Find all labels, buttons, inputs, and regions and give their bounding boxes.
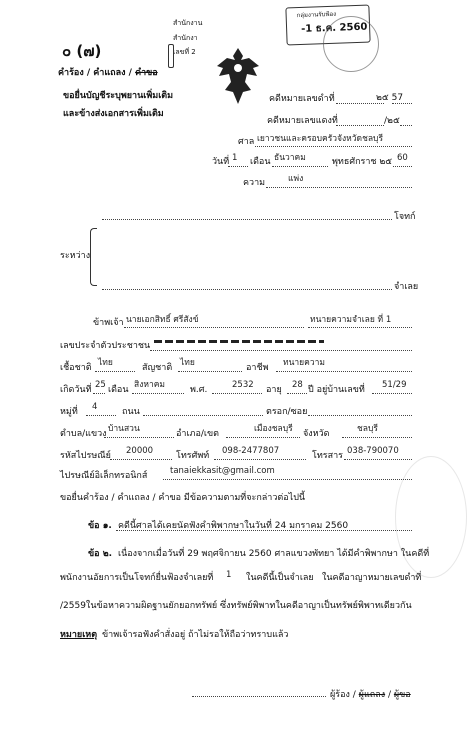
black-case-year: ๒๕ 57 bbox=[376, 93, 404, 103]
paragraph-1-text: คดีนี้ศาลได้เคยนัดฟังคำพิพากษาในวันที่ 24 มกราคม 2560 bbox=[118, 521, 349, 531]
district-label: อำเภอ/เขต bbox=[176, 429, 219, 439]
heading-line-2: ขอยื่นบัญชีระบุพยานเพิ่มเติม bbox=[63, 91, 174, 101]
born-day: 25 bbox=[95, 380, 106, 390]
born-year-label: พ.ศ. bbox=[190, 385, 208, 395]
age-value: 28 bbox=[292, 380, 303, 390]
date-label: วันที่ bbox=[212, 157, 230, 167]
court-label: ศาล bbox=[238, 137, 255, 147]
heading-line-3: และข้างส่งเอกสารเพิ่มเติม bbox=[63, 109, 164, 119]
round-seal bbox=[323, 16, 379, 72]
subdistrict-value: บ้านสวน bbox=[108, 424, 140, 434]
paragraph-2-text: เนื่องจากเมื่อวันที่ 29 พฤศจิกายน 2560 ศาลแขวงพัทยา ได้มีคำพิพากษา ในคดีที่ bbox=[118, 549, 430, 559]
plaintiff-label: โจทก์ bbox=[394, 212, 416, 222]
office-line-1: สำนักงาน bbox=[173, 19, 203, 27]
id-boxes bbox=[154, 340, 324, 343]
remark-label: หมายเหตุ bbox=[60, 630, 98, 640]
phone-value: 098-2477807 bbox=[222, 446, 280, 456]
nationality-label: สัญชาติ bbox=[142, 363, 173, 373]
matter-value: แพ่ง bbox=[288, 174, 304, 184]
province-value: ชลบุรี bbox=[357, 424, 378, 434]
applicant-role: ทนายความจำเลย ที่ 1 bbox=[310, 315, 392, 325]
phone-label: โทรศัพท์ bbox=[176, 451, 210, 461]
stamp-title: กลุ่มงานรับฟ้อง bbox=[296, 10, 337, 20]
signature-role: ผู้ร้อง / ผู้แถลง / ผู้ขอ bbox=[330, 690, 411, 700]
road-label: ถนน bbox=[122, 407, 140, 417]
soi-label: ตรอก/ซอย bbox=[266, 407, 308, 417]
date-year: 60 bbox=[397, 153, 408, 163]
district-value: เมืองชลบุรี bbox=[254, 424, 293, 434]
matter-label: ความ bbox=[243, 178, 266, 188]
address-label: ปี อยู่บ้านเลขที่ bbox=[308, 385, 365, 395]
paragraph-2-line-3: /2559ในข้อหาความผิดฐานยักยอกทรัพย์ ซึ่งทรัพย์พิพาทในคดีอาญาเป็นทรัพย์พิพาทเดียวกัน bbox=[60, 601, 412, 611]
occupation-value: ทนายความ bbox=[283, 358, 326, 368]
email-value: tanaiekkasit@gmail.com bbox=[170, 466, 275, 476]
date-day: 1 bbox=[232, 153, 238, 163]
paragraph-2-line-2a: พนักงานอัยการเป็นโจทก์ยื่นฟ้องจำเลยที่ bbox=[60, 573, 214, 583]
defendant-label: จำเลย bbox=[394, 282, 419, 292]
month-label: เดือน bbox=[250, 157, 271, 167]
fax-label: โทรสาร bbox=[312, 451, 343, 461]
born-month: สิงหาคม bbox=[134, 380, 166, 390]
between-bracket bbox=[90, 228, 97, 286]
email-label: ไปรษณีย์อิเล็กทรอนิกส์ bbox=[60, 471, 148, 481]
heading-line-1: คำร้อง / คำแถลง / คำขอ bbox=[58, 68, 158, 78]
applicant-label: ข้าพเจ้า bbox=[93, 318, 124, 328]
pin-mark bbox=[168, 44, 174, 68]
house-number: 51/29 bbox=[382, 380, 407, 390]
occupation-label: อาชีพ bbox=[246, 363, 269, 373]
between-label: ระหว่าง bbox=[60, 251, 91, 261]
applicant-name: นายเอกสิทธิ์ ศรีสังข์ bbox=[126, 315, 199, 325]
nationality-value: ไทย bbox=[180, 358, 195, 368]
born-year: 2532 bbox=[232, 380, 254, 390]
age-label: อายุ bbox=[266, 385, 282, 395]
paragraph-2-line-2c: ในคดีนี้เป็นจำเลย bbox=[246, 573, 314, 583]
postcode-label: รหัสไปรษณีย์ bbox=[60, 451, 111, 461]
moo-label: หมู่ที่ bbox=[60, 407, 78, 417]
born-label: เกิดวันที่ bbox=[60, 385, 92, 395]
stamp-date: -1 ธ.ค. 2560 bbox=[300, 21, 368, 35]
date-month: ธันวาคม bbox=[274, 153, 306, 163]
black-case-label: คดีหมายเลขดำที่ bbox=[269, 94, 335, 104]
court-value: เยาวชนและครอบครัวจังหวัดชลบุรี bbox=[257, 134, 384, 144]
submit-line: ขอยื่นคำร้อง / คำแถลง / คำขอ มีข้อความตามที่จะกล่าวต่อไปนี้ bbox=[60, 493, 306, 503]
fax-value: 038-790070 bbox=[347, 446, 399, 456]
paragraph-2-number: ข้อ ๒. bbox=[88, 549, 113, 559]
paragraph-2-defendant-no: 1 bbox=[226, 570, 232, 580]
race-value: ไทย bbox=[98, 358, 113, 368]
subdistrict-label: ตำบล/แขวง bbox=[60, 429, 107, 439]
province-label: จังหวัด bbox=[303, 429, 330, 439]
year-label: พุทธศักราช ๒๕ bbox=[332, 157, 393, 167]
office-line-2: สำนักงา bbox=[173, 34, 198, 42]
paragraph-2-line-2d: ในคดีอาญาหมายเลขดำที่ bbox=[322, 573, 422, 583]
id-label: เลขประจำตัวประชาชน bbox=[60, 341, 151, 351]
postcode-value: 20000 bbox=[126, 446, 154, 456]
garuda-emblem-icon bbox=[213, 46, 263, 106]
form-number: ๐ (๗) bbox=[62, 42, 102, 60]
race-label: เชื้อชาติ bbox=[60, 363, 92, 373]
red-case-year: /๒๕ bbox=[384, 116, 400, 126]
remark-text: ข้าพเจ้ารอฟังคำสั่งอยู่ ถ้าไม่รอให้ถือว่าทราบแล้ว bbox=[102, 630, 289, 640]
paragraph-1-number: ข้อ ๑. bbox=[88, 521, 112, 531]
watermark-seal bbox=[395, 456, 467, 578]
moo-value: 4 bbox=[92, 402, 98, 412]
red-case-label: คดีหมายเลขแดงที่ bbox=[267, 116, 338, 126]
born-month-label: เดือน bbox=[108, 385, 129, 395]
office-line-3: เลขที่ 2 bbox=[173, 48, 196, 56]
